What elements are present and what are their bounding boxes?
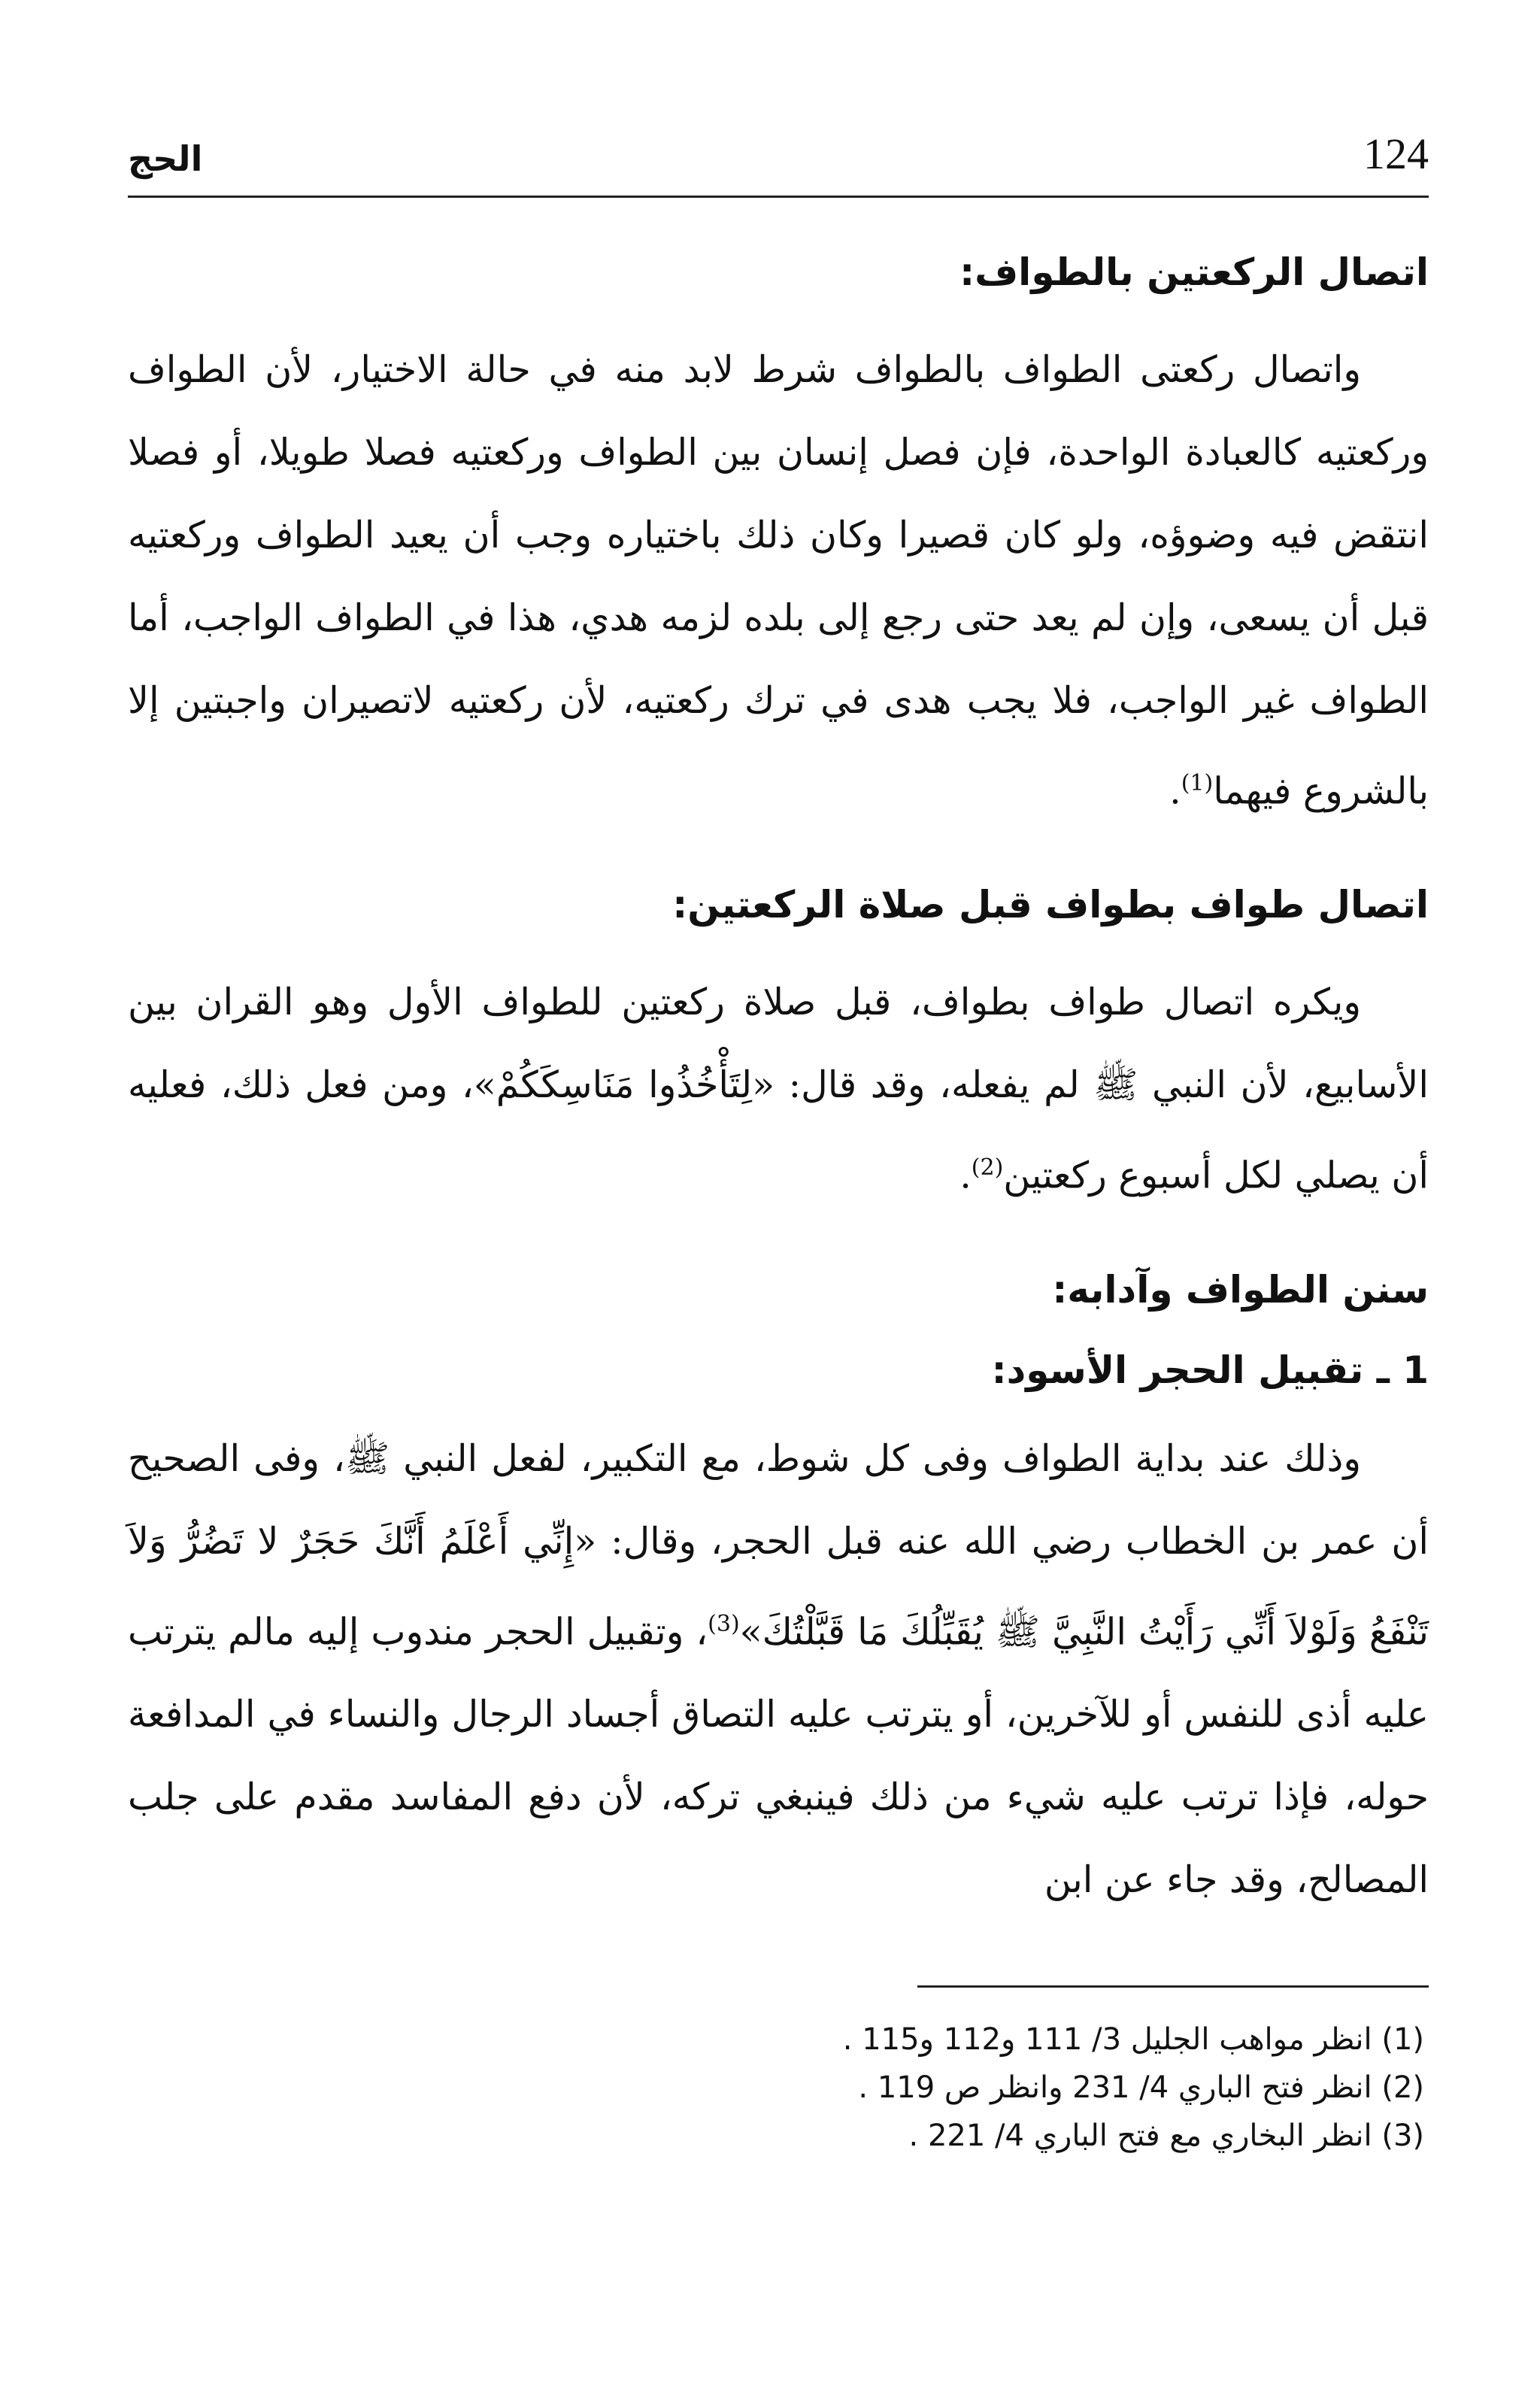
footnote: (3) انظر البخاري مع فتح الباري 4/ 221 . xyxy=(908,2118,1424,2153)
section-tawaf-sunan xyxy=(128,1266,1429,1921)
section-paragraph xyxy=(128,329,1429,833)
paragraph-text: وذلك عند بداية الطواف وفى كل شوط، مع التكبير، لفعل النبي ﷺ، وفى الصحيح أن عمر بن الخطاب رضي الله عنه قبل الحجر، وقال: «إِنِّي أَعْلَمُ أَنَّكَ حَجَرٌ لا تَضُرُّ وَلاَ تَنْفَعُ وَلَوْلاَ أَنِّي رَأَيْتُ النَّبِيَّ ﷺ يُقَبِّلُكَ مَا قَبَّلْتُكَ» xyxy=(128,1436,1429,1653)
footnote-ref[interactable]: (3) xyxy=(708,1610,740,1637)
section-heading: اتصال طواف بطواف قبل صلاة الركعتين: xyxy=(672,883,1429,927)
paragraph-text-continued: ، وتقبيل الحجر مندوب إليه مالم يترتب عليه أذى للنفس أو للآخرين، أو يترتب عليه التصاق أجساد الرجال والنساء في المدافعة حوله، فإذا ترتب عليه شيء من ذلك فينبغي تركه، لأن دفع المفاسد مقدم على جلب المصالح، وقد جاء عن ابن xyxy=(128,1609,1429,1901)
paragraph-text: ويكره اتصال طواف بطواف، قبل صلاة ركعتين للطواف الأول وهو القران بين الأسابيع، لأن النبي ﷺ لم يفعله، وقد قال: «لِتَأْخُذُوا مَنَاسِكَكُمْ»، ومن فعل ذلك، فعليه أن يصلي لكل أسبوع ركعتين xyxy=(128,981,1429,1197)
paragraph-text: واتصال ركعتى الطواف بالطواف شرط لابد منه في حالة الاختيار، لأن الطواف وركعتيه كالعبادة الواحدة، فإن فصل إنسان بين الطواف وركعتيه فصلا طويلا، أو فصلا انتقض فيه وضوؤه، ولو كان قصيرا وكان ذلك باختياره وجب أن يعيد الطواف وركعتيه قبل أن يسعى، وإن لم يعد حتى رجع إلى بلده لزمه هدي، هذا في الطواف الواجب، أما الطواف غير الواجب، فلا يجب هدى في ترك ركعتيه، لأن ركعتيه لاتصيران واجبتين إلا بالشروع فيهما xyxy=(128,348,1429,813)
footnote: (1) انظر مواهب الجليل 3/ 111 و112 و115 . xyxy=(842,2022,1424,2057)
footnote: (2) انظر فتح الباري 4/ 231 وانظر ص 119 . xyxy=(858,2070,1424,2105)
main-text xyxy=(128,248,1429,1970)
paragraph-end: . xyxy=(1169,769,1181,813)
section-heading: اتصال الركعتين بالطواف: xyxy=(959,250,1429,294)
footnote-ref[interactable]: (2) xyxy=(971,1154,1004,1181)
running-title: الحج xyxy=(128,138,203,179)
section-heading: سنن الطواف وآدابه: xyxy=(1052,1267,1429,1312)
section-paragraph xyxy=(128,1418,1429,1921)
footnotes xyxy=(128,2015,1429,2160)
paragraph-end: . xyxy=(959,1154,972,1197)
section-tawaf-connection xyxy=(128,881,1429,1217)
sub-heading: 1 ـ تقبيل الحجر الأسود: xyxy=(991,1348,1429,1392)
section-prayer-connection xyxy=(128,248,1429,833)
page-number: 124 xyxy=(1363,129,1429,178)
section-paragraph xyxy=(128,961,1429,1217)
page-header xyxy=(128,113,1429,198)
footnote-ref[interactable]: (1) xyxy=(1181,770,1214,796)
footnote-separator xyxy=(917,1985,1429,1988)
